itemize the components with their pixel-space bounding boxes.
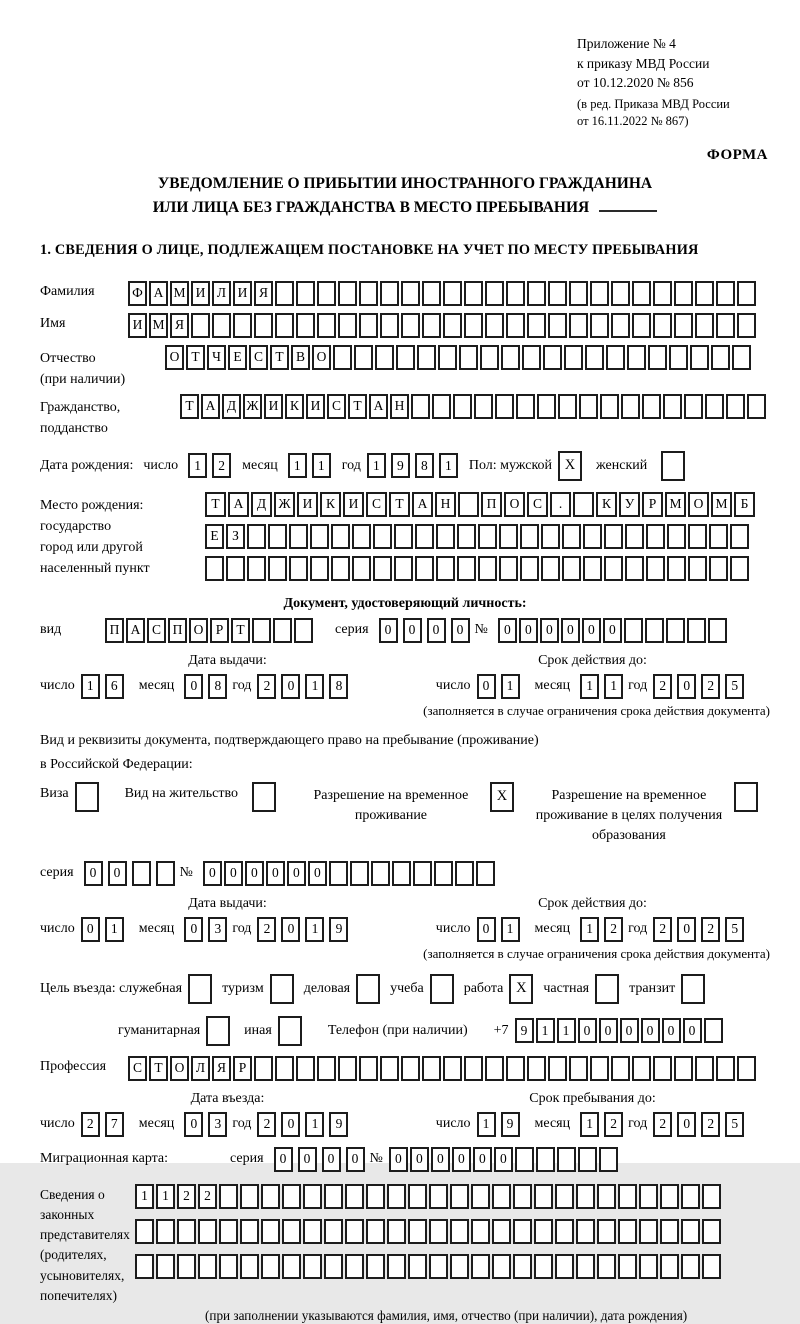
given-name-label: Имя [40,315,66,331]
study-checkbox [430,974,454,1004]
residence-issue-year-cells: 2 0 1 9 [257,917,353,942]
profession-row [40,1056,770,1081]
citizenship-label: Гражданство, подданство [40,399,121,436]
gender-female-label: женский [596,457,648,473]
birth-place-label: Место рождения: государство город или другой населенный пункт [40,497,150,576]
transit-label: транзит [629,980,676,996]
identity-issue-col [40,653,415,699]
migration-card-label: Миграционная карта: [40,1151,169,1167]
stay-month-cells: 1 2 [580,1112,628,1137]
month-label: месяц [534,921,571,937]
residence-issue-day-cells: 0 1 [81,917,129,942]
sluzhebnaya-checkbox [188,974,212,1004]
forma-label: ФОРМА [706,146,768,163]
month-label: месяц [138,1116,175,1132]
residence-issue-label: Дата выдачи: [188,895,267,911]
residence-series-cells: 0 0 [84,861,180,886]
identity-dates-note: (заполняется в случае ограничения срока действия документа) [423,702,770,718]
residence-dates-note: (заполняется в случае ограничения срока действия документа) [423,945,770,961]
year-label: год [232,678,252,694]
appendix-header [577,34,770,131]
birth-date-row [40,451,770,481]
patronymic-row [40,345,770,390]
identity-issue-label: Дата выдачи: [188,652,267,668]
residence-expiry-day-cells: 0 1 [477,917,525,942]
legal-reps-row2-cells [135,1219,723,1244]
residence-number-label: № [179,865,193,881]
year-label: год [628,921,648,937]
residence-intro-line2: в Российской Федерации: [40,757,193,773]
residence-expiry-col [415,896,770,942]
surname-cells: Ф А М И Л И Я [128,281,758,306]
stay-day-cells: 1 9 [477,1112,525,1137]
given-name-cells: И М Я [128,313,758,338]
work-checkbox: X [509,974,533,1004]
identity-expiry-col [415,653,770,699]
entry-year-cells: 2 0 1 9 [257,1112,353,1137]
birth-place-row3-cells [205,556,757,581]
identity-doc-heading: Документ, удостоверяющий личность: [283,595,527,611]
other-purpose-checkbox [278,1016,302,1046]
residence-expiry-label: Срок действия до: [538,895,647,911]
gender-male-label: Пол: мужской [468,457,553,473]
tourism-checkbox [270,974,294,1004]
option-temporary-residence-education: Разрешение на временное проживание в целях получения образования [534,782,758,847]
tourism-label: туризм [222,980,264,996]
legal-representatives-note: (при заполнении указываются фамилия, имя, отчество (при наличии), дата рождения) [205,1308,688,1324]
day-label: число [40,921,75,937]
given-name-row [40,313,770,338]
migration-number-label: № [369,1151,383,1167]
blank-underline [599,198,657,212]
profession-label: Профессия [40,1058,107,1074]
birth-year-label: год [341,457,361,473]
gender-male-checkbox: X [558,451,582,481]
option-visa: Виза [40,782,99,812]
surname-label: Фамилия [40,283,95,299]
identity-doc-row [40,618,770,643]
identity-issue-day-cells: 1 6 [81,674,129,699]
profession-cells: С Т О Л Я Р [128,1056,758,1081]
residence-permit-checkbox [252,782,276,812]
year-label: год [232,1116,252,1132]
visa-checkbox [75,782,99,812]
legal-reps-row1-cells: 1 1 2 2 [135,1184,723,1209]
residence-expiry-month-cells: 1 2 [580,917,628,942]
legal-reps-row3-cells [135,1254,723,1279]
entry-date-label: Дата въезда: [190,1090,265,1106]
identity-expiry-year-cells: 2 0 2 5 [653,674,749,699]
visit-purpose-row2 [118,1016,770,1046]
identity-issue-year-cells: 2 0 1 8 [257,674,353,699]
identity-number-cells: 0 0 0 0 0 0 [498,618,729,643]
residence-expiry-year-cells: 2 0 2 5 [653,917,749,942]
month-label: месяц [534,1116,571,1132]
phone-cells: 9 1 1 0 0 0 0 0 0 [515,1018,725,1043]
stay-year-cells: 2 0 2 5 [653,1112,749,1137]
residence-options-row [40,782,770,847]
identity-expiry-day-cells: 0 1 [477,674,525,699]
birth-date-label: Дата рождения: [40,457,134,473]
legal-representatives-cells-column [135,1182,723,1286]
birth-month-label: месяц [242,457,278,473]
phone-prefix: +7 [493,1022,509,1038]
citizenship-cells: Т А Д Ж И К И С Т А Н [180,394,768,419]
residence-number-cells: 0 0 0 0 0 0 [203,861,497,886]
revision-line: от 16.11.2022 № 867) [577,114,689,129]
residence-issue-month-cells: 0 3 [184,917,232,942]
year-label: год [232,921,252,937]
patronymic-label: Отчество (при наличии) [40,350,126,387]
option-residence-permit: Вид на жительство [125,782,276,812]
identity-expiry-month-cells: 1 1 [580,674,628,699]
birth-day-label: число [143,457,179,473]
residence-dates-block [40,896,770,942]
identity-number-label: № [474,622,488,638]
residence-series-label: серия [40,865,74,881]
day-label: число [40,1116,75,1132]
revision-line: (в ред. Приказа МВД России [577,96,730,111]
residence-series-row [40,861,770,886]
phone-label: Телефон (при наличии) [327,1022,468,1038]
form-title-line2: ИЛИ ЛИЦА БЕЗ ГРАЖДАНСТВА В МЕСТО ПРЕБЫВАНИЯ [40,196,770,220]
birth-month-cells: 1 1 [288,453,336,478]
business-label: деловая [303,980,351,996]
temporary-residence-education-checkbox [734,782,758,812]
identity-kind-label: вид [40,622,62,638]
birth-year-cells: 1 9 8 1 [367,453,463,478]
other-purpose-label: иная [244,1022,272,1038]
birth-place-block [40,492,770,588]
entry-dates-block [40,1091,770,1137]
entry-date-col [40,1091,415,1137]
identity-series-cells: 0 0 0 0 [379,618,475,643]
year-label: год [628,678,648,694]
appendix-line: Приложение № 4 [577,36,676,51]
temporary-residence-checkbox: X [490,782,514,812]
business-checkbox [356,974,380,1004]
appendix-line: от 10.12.2020 № 856 [577,75,694,91]
stay-until-label: Срок пребывания до: [529,1090,656,1106]
year-label: год [628,1116,648,1132]
birth-day-cells: 1 2 [188,453,236,478]
identity-expiry-label: Срок действия до: [538,652,647,668]
residence-issue-col [40,896,415,942]
form-title-line1: УВЕДОМЛЕНИЕ О ПРИБЫТИИ ИНОСТРАННОГО ГРАЖДАНИНА [157,174,653,192]
day-label: число [435,1116,471,1132]
identity-series-label: серия [335,622,369,638]
day-label: число [435,678,471,694]
stay-until-col [415,1091,770,1137]
entry-day-cells: 2 7 [81,1112,129,1137]
month-label: месяц [138,678,175,694]
migration-series-label: серия [230,1151,264,1167]
patronymic-cells: О Т Ч Е С Т В О [165,345,753,370]
visit-purpose-row1 [40,974,770,1004]
form-title [40,172,770,220]
residence-intro-line1: Вид и реквизиты документа, подтверждающего право на пребывание (проживание) [40,732,539,748]
section1-heading: 1. СВЕДЕНИЯ О ЛИЦЕ, ПОДЛЕЖАЩЕМ ПОСТАНОВКЕ НА УЧЕТ ПО МЕСТУ ПРЕБЫВАНИЯ [40,241,699,258]
birth-place-row2-cells: Е З [205,524,757,549]
residence-doc-intro [40,729,770,778]
study-label: учеба [390,980,424,996]
humanitarian-checkbox [206,1016,230,1046]
day-label: число [435,921,471,937]
identity-dates-block [40,653,770,699]
identity-kind-cells: П А С П О Р Т [105,618,315,643]
day-label: число [40,678,75,694]
legal-representatives-label: Сведения о законных представителях (родителях, усыновителях, попечителях) [40,1186,130,1303]
identity-issue-month-cells: 0 8 [184,674,232,699]
legal-representatives-block [40,1182,770,1307]
month-label: месяц [138,921,175,937]
visit-purpose-label: Цель въезда: служебная [40,980,183,996]
private-label: частная [543,980,590,996]
birth-place-row1-cells: Т А Д Ж И К И С Т А Н П О С . К У Р М О М Б [205,492,757,517]
appendix-line: к приказу МВД России [577,55,710,71]
month-label: месяц [534,678,571,694]
gender-female-checkbox [661,451,685,481]
option-temporary-residence: Разрешение на временное проживание X [302,782,514,827]
migration-card-row [40,1147,770,1172]
private-checkbox [595,974,619,1004]
transit-checkbox [681,974,705,1004]
migration-series-cells: 0 0 0 0 [274,1147,370,1172]
migration-number-cells: 0 0 0 0 0 0 [389,1147,620,1172]
surname-row [40,281,770,306]
humanitarian-label: гуманитарная [118,1022,201,1038]
citizenship-row [40,394,770,439]
birth-place-cells-column [205,492,757,588]
work-label: работа [463,980,504,996]
entry-month-cells: 0 3 [184,1112,232,1137]
